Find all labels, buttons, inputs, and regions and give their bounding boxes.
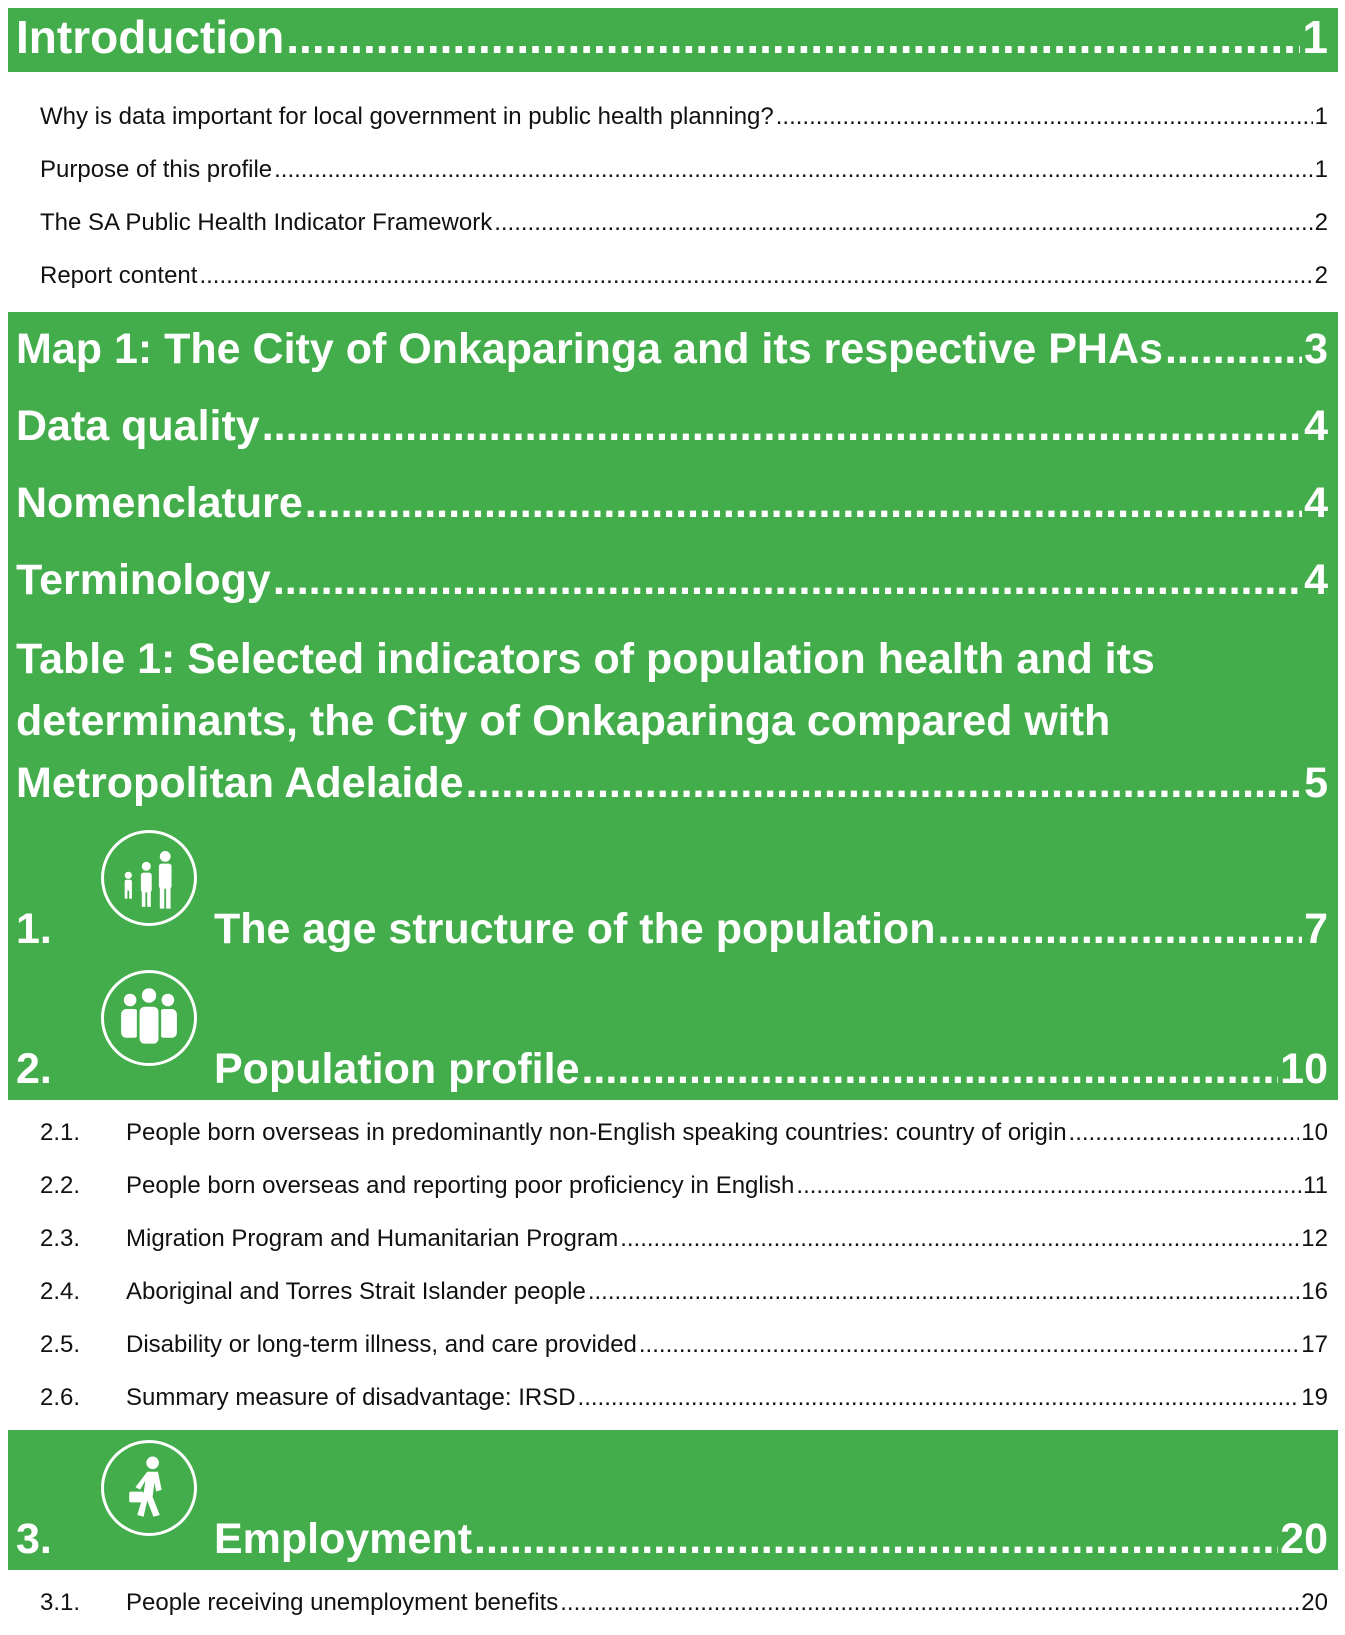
toc-entry[interactable] xyxy=(40,1318,1328,1371)
section-number: 3. xyxy=(16,1515,52,1563)
toc-section-3[interactable] xyxy=(8,1430,1338,1570)
toc-page-number: 1 xyxy=(1314,103,1328,130)
toc-entry-title: Disability or long-term illness, and care provided xyxy=(126,1331,637,1358)
toc-entry[interactable] xyxy=(40,1106,1328,1159)
dot-leader xyxy=(1069,1106,1300,1159)
toc-page-number: 4 xyxy=(1304,556,1328,604)
dot-leader xyxy=(588,1265,1299,1318)
toc-entry[interactable] xyxy=(40,196,1328,249)
toc-heading-title: Population profile xyxy=(214,1045,580,1093)
section-number: 2. xyxy=(16,1045,52,1093)
toc-page-number: 19 xyxy=(1301,1384,1328,1411)
toc-page-number: 2 xyxy=(1314,262,1328,289)
toc-heading-title: Employment xyxy=(214,1515,473,1563)
toc-heading-map-1[interactable] xyxy=(16,312,1328,389)
toc-heading-title-line: Metropolitan Adelaide xyxy=(16,759,464,807)
toc-entry-title: The SA Public Health Indicator Framework xyxy=(40,209,493,236)
dot-leader xyxy=(262,389,1302,464)
toc-entry[interactable] xyxy=(40,1212,1328,1265)
dot-leader xyxy=(273,543,1302,618)
toc-heading-title: Data quality xyxy=(16,402,260,450)
toc-entry[interactable] xyxy=(40,1265,1328,1318)
dot-leader xyxy=(466,752,1303,814)
dot-leader xyxy=(620,1212,1299,1265)
table-of-contents xyxy=(8,8,1338,1635)
toc-page-number: 10 xyxy=(1301,1119,1328,1146)
toc-page-number: 7 xyxy=(1304,905,1328,953)
toc-entry-title: People receiving unemployment benefits xyxy=(126,1589,559,1616)
dot-leader xyxy=(305,466,1302,541)
toc-heading-title-line: determinants, the City of Onkaparinga compared with xyxy=(16,697,1111,745)
section-2-subsections xyxy=(8,1100,1338,1430)
toc-heading-title: The age structure of the population xyxy=(214,905,936,953)
toc-page-number: 3 xyxy=(1304,325,1328,373)
toc-heading-terminology[interactable] xyxy=(16,543,1328,620)
toc-page-number: 17 xyxy=(1301,1331,1328,1358)
subsection-number: 2.3. xyxy=(40,1225,81,1252)
toc-heading-title: Nomenclature xyxy=(16,479,303,527)
toc-entry-title: Summary measure of disadvantage: IRSD xyxy=(126,1384,576,1411)
toc-entry[interactable] xyxy=(40,1159,1328,1212)
dot-leader xyxy=(199,249,1312,302)
toc-entry[interactable] xyxy=(40,143,1328,196)
toc-heading-data-quality[interactable] xyxy=(16,389,1328,466)
toc-section-2[interactable] xyxy=(8,960,1338,1100)
subsection-number: 2.1. xyxy=(40,1119,81,1146)
dot-leader xyxy=(494,196,1312,249)
toc-heading-table-1[interactable] xyxy=(8,620,1338,820)
subsection-number: 2.5. xyxy=(40,1331,81,1358)
toc-page-number: 2 xyxy=(1314,209,1328,236)
dot-leader xyxy=(639,1318,1299,1371)
toc-entry[interactable] xyxy=(40,1576,1328,1629)
toc-entry-title: Why is data important for local government in public health planning? xyxy=(40,103,774,130)
toc-page-number: 4 xyxy=(1304,479,1328,527)
toc-page-number: 5 xyxy=(1304,759,1328,807)
dot-leader xyxy=(578,1371,1300,1424)
toc-heading-title: Terminology xyxy=(16,556,271,604)
dot-leader xyxy=(560,1576,1299,1629)
introduction-subsections xyxy=(8,72,1338,312)
toc-entry[interactable] xyxy=(40,90,1328,143)
toc-green-headings xyxy=(8,312,1338,620)
toc-entry-title: Aboriginal and Torres Strait Islander people xyxy=(126,1278,586,1305)
toc-entry-title: People born overseas in predominantly non-English speaking countries: country of origin xyxy=(126,1119,1067,1146)
toc-page-number: 4 xyxy=(1304,402,1328,450)
toc-entry-title: Report content xyxy=(40,262,198,289)
toc-page-number: 16 xyxy=(1301,1278,1328,1305)
subsection-number: 3.1. xyxy=(40,1589,81,1616)
toc-entry[interactable] xyxy=(40,249,1328,302)
toc-page-number: 11 xyxy=(1303,1172,1328,1199)
subsection-number: 2.6. xyxy=(40,1384,81,1411)
dot-leader xyxy=(796,1159,1301,1212)
toc-heading-introduction[interactable] xyxy=(8,8,1338,72)
section-number: 1. xyxy=(16,905,52,953)
toc-heading-title-line: Table 1: Selected indicators of population health and its xyxy=(16,635,1155,683)
toc-entry[interactable] xyxy=(40,1371,1328,1424)
toc-section-1[interactable] xyxy=(8,820,1338,960)
dot-leader xyxy=(474,1514,1278,1564)
subsection-number: 2.2. xyxy=(40,1172,81,1199)
toc-page-number: 20 xyxy=(1280,1515,1328,1563)
toc-entry-title: Migration Program and Humanitarian Program xyxy=(126,1225,619,1252)
dot-leader xyxy=(1165,312,1302,387)
toc-page-number: 1 xyxy=(1302,11,1328,63)
toc-page-number: 1 xyxy=(1314,156,1328,183)
dot-leader xyxy=(286,8,1300,66)
toc-entry-title: People born overseas and reporting poor proficiency in English xyxy=(126,1172,795,1199)
toc-page-number: 10 xyxy=(1280,1045,1328,1093)
dot-leader xyxy=(581,1044,1278,1094)
toc-heading-nomenclature[interactable] xyxy=(16,466,1328,543)
toc-page-number: 20 xyxy=(1301,1589,1328,1616)
toc-page-number: 12 xyxy=(1301,1225,1328,1252)
dot-leader xyxy=(937,904,1302,954)
toc-heading-title: Map 1: The City of Onkaparinga and its respective PHAs xyxy=(16,325,1163,373)
dot-leader xyxy=(776,90,1313,143)
toc-entry-title: Purpose of this profile xyxy=(40,156,273,183)
subsection-number: 2.4. xyxy=(40,1278,81,1305)
dot-leader xyxy=(274,143,1313,196)
toc-heading-title: Introduction xyxy=(16,11,285,63)
section-3-subsections xyxy=(8,1570,1338,1635)
